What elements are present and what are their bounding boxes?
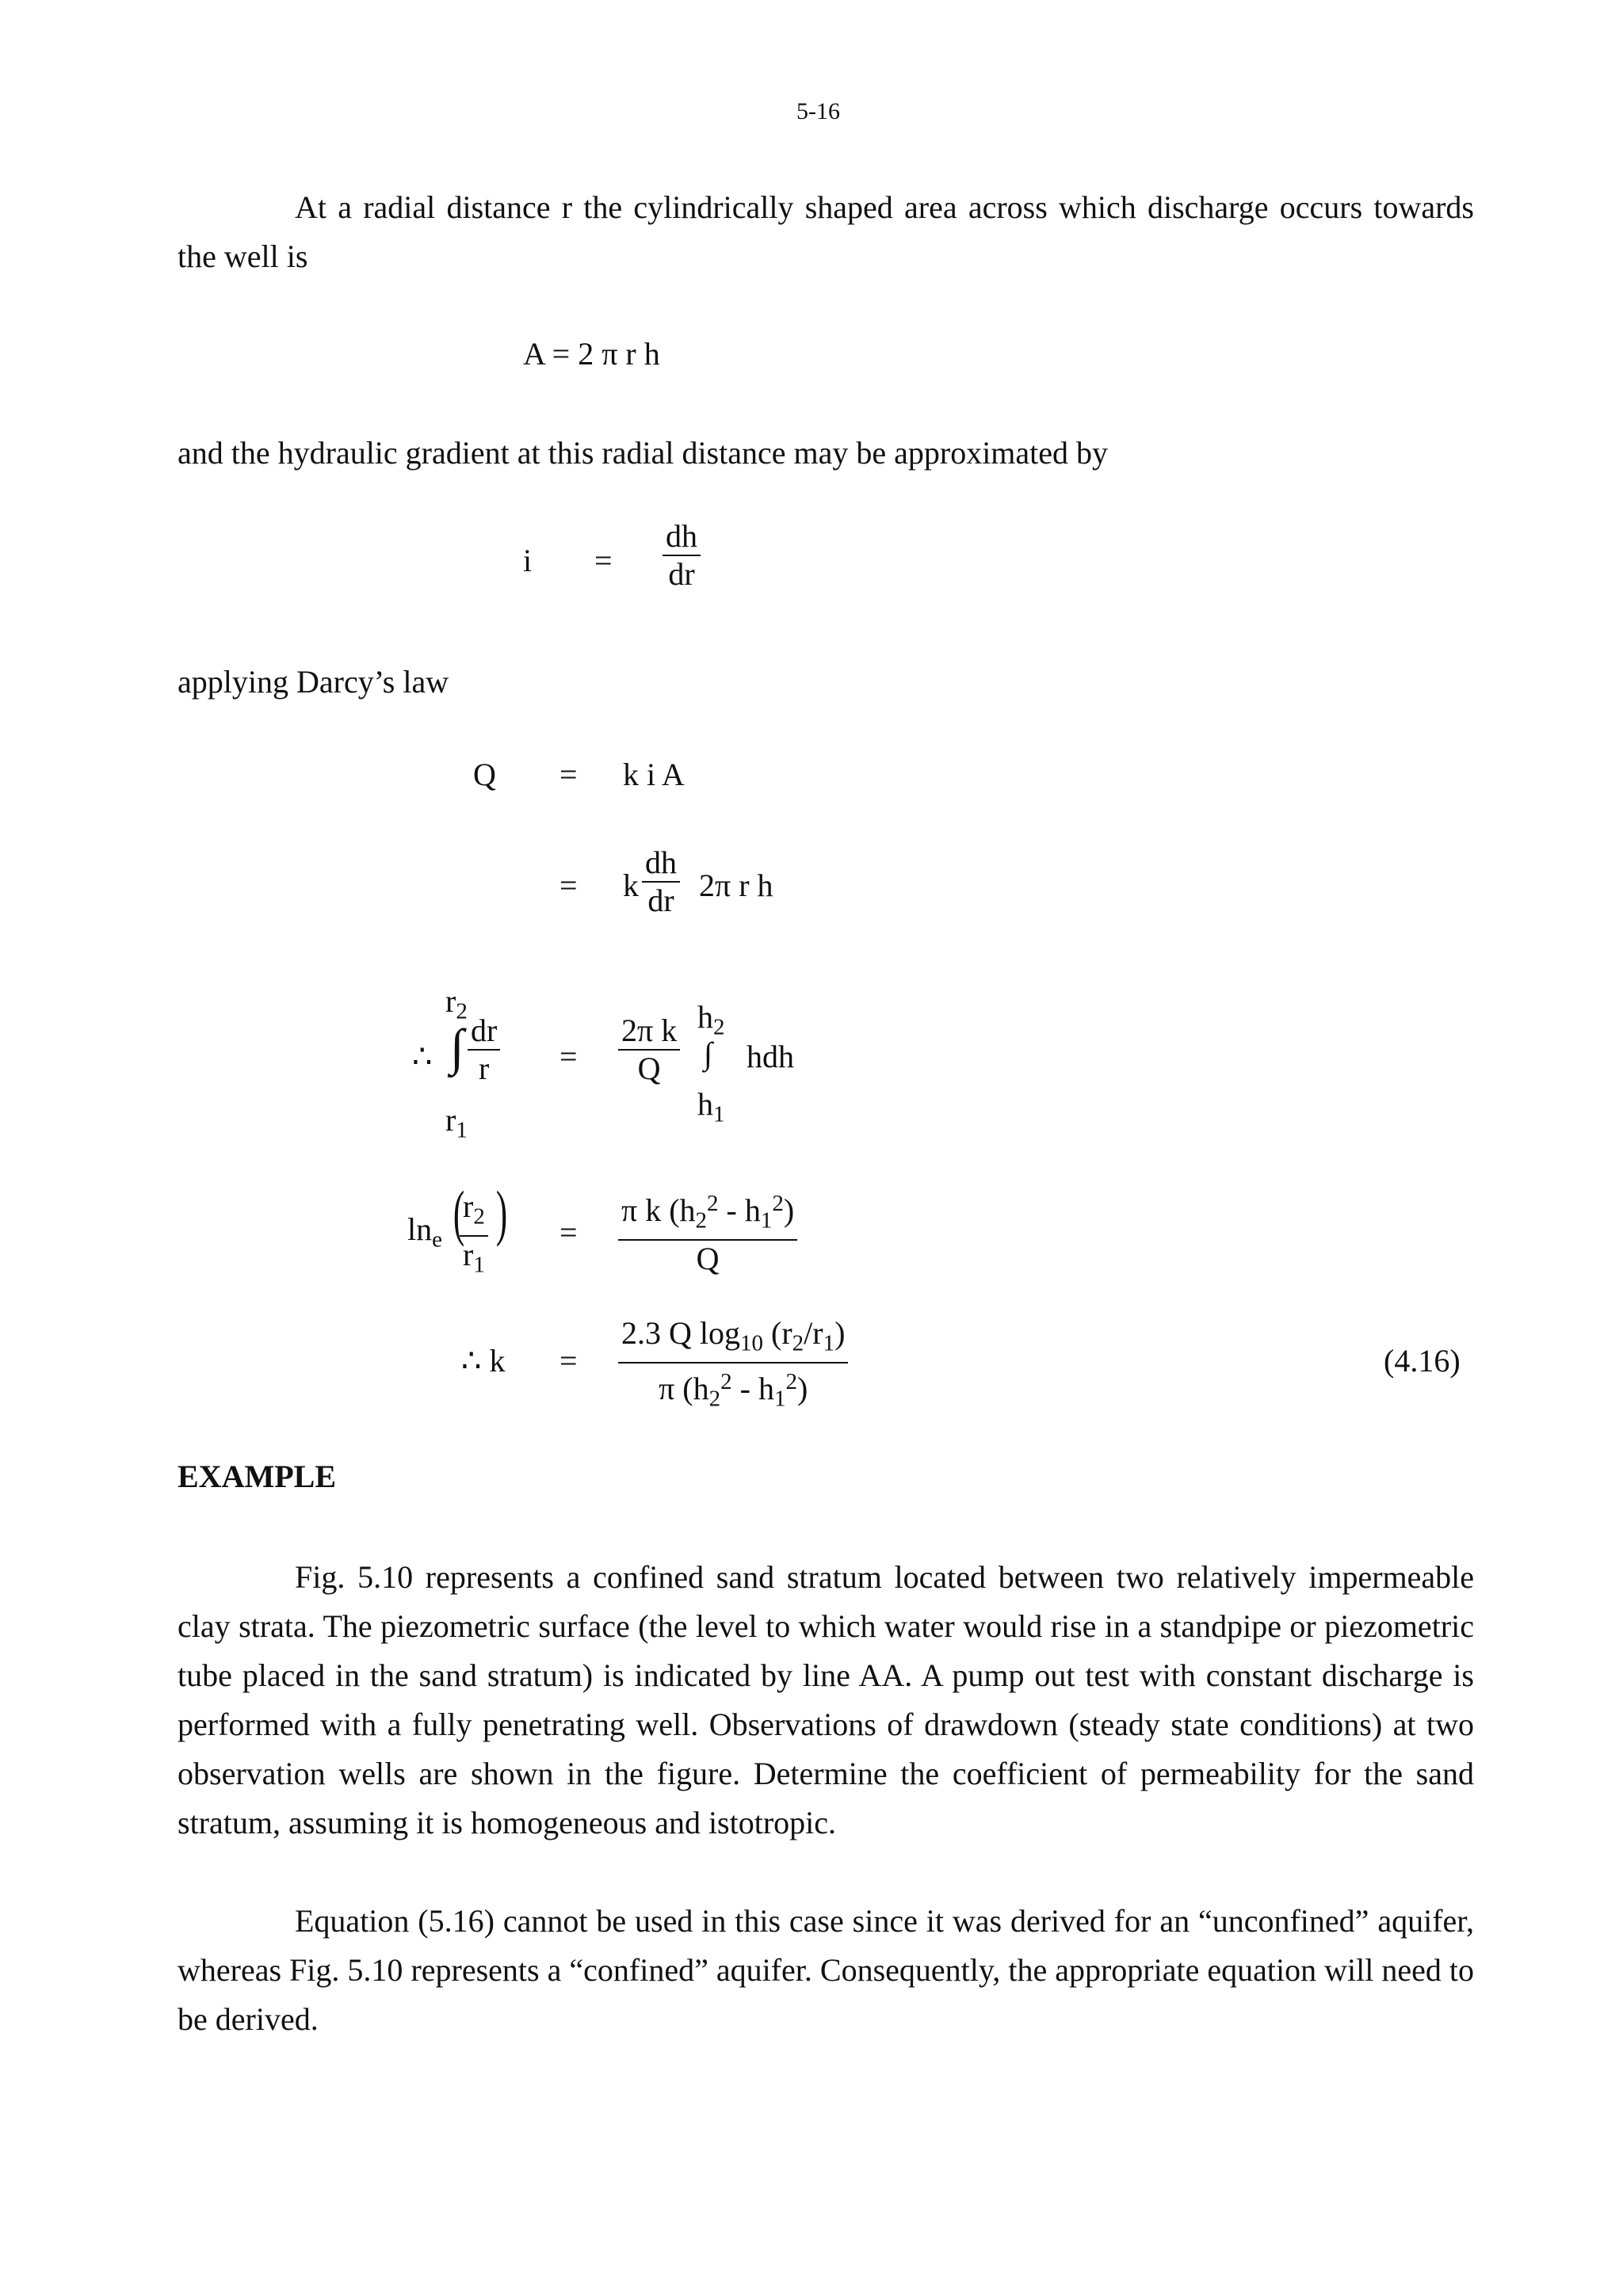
intro-paragraph: At a radial distance r the cylindrically shaped area across which discharge occurs towards the well is — [178, 189, 1474, 274]
darcy-tail: 2π r h — [699, 868, 773, 903]
integral-sign-left: ∫ — [450, 1019, 464, 1075]
darcy-paragraph: applying Darcy’s law — [178, 664, 449, 700]
ln-paren-left: ( — [453, 1178, 465, 1247]
ln-paren-right: ) — [495, 1178, 508, 1247]
ln-equals: = — [559, 1215, 578, 1250]
k-rhs-den: π $(h_2^2 - h_1^2)$ — [659, 1368, 808, 1412]
darcy-fraction-den: dr — [647, 883, 674, 918]
ln-label: $\ln_e$ — [407, 1211, 442, 1253]
integral-upper-limit-right: $h_2$ — [697, 999, 725, 1040]
integral-coefficient — [618, 1013, 680, 1087]
darcy-fraction-num: dh — [642, 845, 680, 883]
ln-rhs-fraction — [618, 1185, 797, 1277]
integral-equals: = — [559, 1039, 578, 1074]
darcy-equals-2: = — [559, 868, 578, 903]
ln-rhs-num: π k $(h_2^2 - h_1^2)$ — [618, 1185, 797, 1241]
gradient-numerator: dh — [663, 518, 701, 556]
gradient-denominator: dr — [668, 556, 695, 592]
gradient-fraction — [663, 518, 701, 593]
gradient-equals: = — [594, 543, 613, 578]
equation-area: A = 2 π r h — [523, 336, 660, 372]
equation-number: (4.16) — [1384, 1343, 1461, 1379]
coef-num: 2π k — [618, 1013, 680, 1051]
ln-frac-num: $r_2$ — [460, 1188, 488, 1237]
darcy-fraction — [642, 845, 680, 919]
equation-paragraph: Equation (5.16) cannot be used in this case since it was derived for an “unconfined” aquifer, whereas Fig. 5.10 represents a “confined” aquifer. Consequently, the appropriate equation will need to be derived. — [178, 1903, 1474, 2037]
darcy-k: k — [623, 868, 639, 903]
ln-frac-den: $r_1$ — [463, 1236, 485, 1278]
k-rhs-fraction — [618, 1315, 848, 1417]
ln-rhs-den: Q — [696, 1240, 720, 1276]
integrand-den: r — [479, 1051, 490, 1086]
integrand-fraction — [468, 1013, 500, 1087]
coef-den: Q — [637, 1051, 661, 1086]
integral-integrand: hdh — [747, 1039, 794, 1074]
example-heading: EXAMPLE — [178, 1459, 336, 1494]
k-lhs: ∴ k — [461, 1343, 506, 1379]
k-equals: = — [559, 1343, 578, 1379]
example-paragraph: Fig. 5.10 represents a confined sand stratum located between two relatively impermeable clay strata. The piezometric surface (the level to which water would rise in a standpipe or piezometric tube placed in the sand stratum) is indicated by line AA. A pump out test with constant discharge is performed with a fully penetrating well. Observations of drawdown (steady state conditions) at two observation wells are shown in the figure. Determine the coefficient of permeability for the sand stratum, assuming it is homogeneous and istotropic. — [178, 1559, 1474, 1840]
k-rhs-num: 2.3 Q $\log_{10} (r_2/r_1)$ — [618, 1315, 848, 1363]
integrand-num: dr — [468, 1013, 500, 1051]
integral-lower-limit: $r_1$ — [445, 1102, 468, 1143]
darcy-lhs: Q — [473, 757, 496, 792]
integral-lower-limit-right: $h_1$ — [697, 1086, 725, 1127]
ln-fraction — [460, 1188, 488, 1283]
integral-upper-limit: $r_2$ — [445, 983, 468, 1024]
darcy-rhs: k i A — [623, 757, 685, 792]
therefore-symbol: ∴ — [412, 1039, 433, 1074]
page-number: 5-16 — [796, 98, 840, 124]
gradient-lhs: i — [523, 543, 533, 578]
integral-sign-right: ∫ — [704, 1035, 712, 1071]
gradient-paragraph: and the hydraulic gradient at this radial distance may be approximated by — [178, 435, 1109, 471]
darcy-equals-1: = — [559, 757, 578, 792]
